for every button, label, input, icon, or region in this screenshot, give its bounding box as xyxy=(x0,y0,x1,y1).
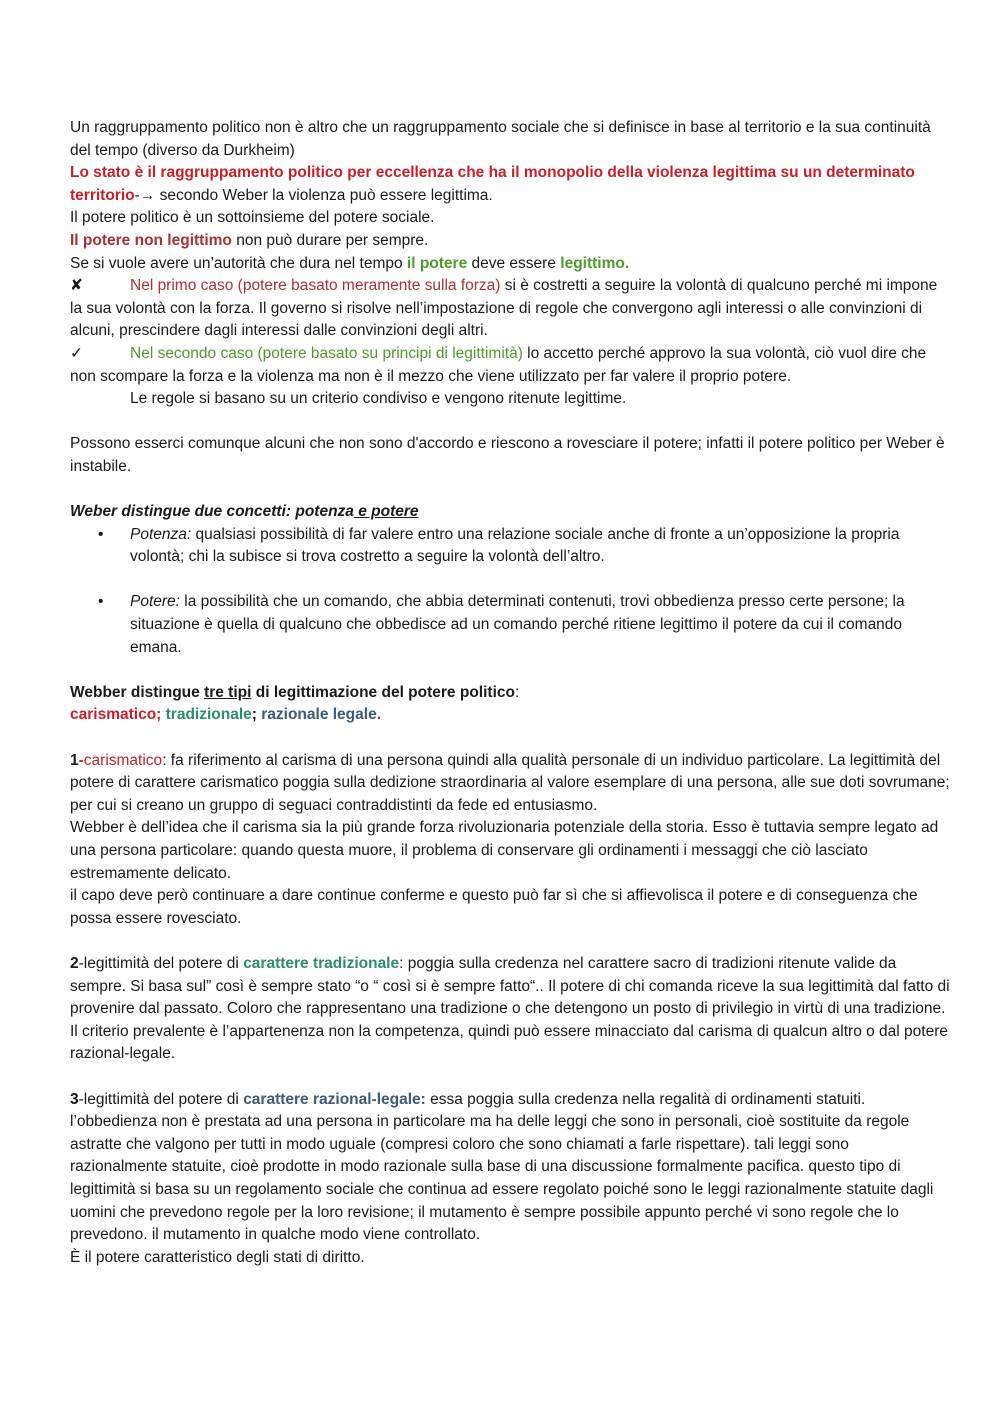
paragraph-state-definition: Lo stato è il raggruppamento politico per eccellenza che ha il monopolio della violenza legittima su un determinato territorio-→ secondo Weber la violenza può essere legittima. xyxy=(70,164,915,204)
cross-mark-icon: ✘ xyxy=(70,277,83,295)
illegitimate-power-highlight: Il potere non legittimo xyxy=(70,231,232,249)
paragraph-political-power: Il potere politico è un sottoinsieme del potere sociale. xyxy=(70,209,435,227)
key-razional-legale: carattere razional-legale: xyxy=(243,1090,426,1108)
check-mark-icon: ✓ xyxy=(70,344,83,362)
paragraph-intro: Un raggruppamento politico non è altro che un raggruppamento sociale che si definisce in base al territorio e la sua continuità del tempo (diverso da Durkheim) xyxy=(70,119,931,159)
paragraph-charisma-revolution: Webber è dell’idea che il carisma sia la più grande forza rivoluzionaria potenziale della storia. Esso è tuttavia sempre legato ad una persona particolare: quando questa muore, il problema di conservare gli ordinamenti i messaggi che ciò lasciato estremamente delicato. xyxy=(70,819,939,882)
type-carismatico: carismatico; xyxy=(70,706,162,724)
section-carismatico: 1-carismatico: fa riferimento al carisma di una persona quindi alla qualità personale di un individuo particolare. La legittimità del potere di carattere carismatico poggia sulla dedizione straordinaria al valore esemplare di una persona, alle sue doti sovrumane; per cui si creano un gruppo di seguaci contraddistinti da fede ed entusiasmo. xyxy=(70,751,950,814)
term-potenza: Potenza: xyxy=(130,525,192,543)
section-razional-legale: 3-legittimità del potere di carattere razional-legale: essa poggia sulla credenza nella regalità di ordinamenti statuiti. l’obbedienza non è prestata ad una persona in particolare ma ha delle leggi che sono in personali, cioè sostituite da regole astratte che valgono per tutti in modo uguale (compresi coloro che sono chiamati a farle rispettare). tali leggi sono razionalmente statuite, cioè prodotte in modo razionale sulla base di una discussione formalmente pacifica. questo tipo di legittimità si basa su un regolamento sociale che continua ad essere regolato poiché sono le leggi razionalmente statuite dagli uomini che prevedono regole per la loro revisione; il mutamento è sempre possibile appunto perché vi sono regole che lo prevedono. il mutamento in qualche modo viene controllato. xyxy=(70,1090,934,1244)
heading-potenza-potere: Weber distingue due concetti: potenza e potere xyxy=(70,503,419,521)
paragraph-legitimate-authority: Se si vuole avere un’autorità che dura nel tempo il potere deve essere legittimo. xyxy=(70,254,630,272)
types-list: carismatico; tradizionale; razionale legale. xyxy=(70,706,381,724)
state-definition-highlight: Lo stato è il raggruppamento politico per eccellenza che ha il monopolio della violenza legittima su un determinato territorio xyxy=(70,164,915,204)
type-tradizionale: tradizionale xyxy=(161,706,252,724)
list-item-potenza: • Potenza: qualsiasi possibilità di far valere entro una relazione sociale anche di fronte a un’opposizione la propria volontà; chi la subisce si trova costretto a seguire la volontà dell’altro. xyxy=(98,525,900,566)
paragraph-shared-rules: Le regole si basano su un criterio condiviso e vengono ritenute legittime. xyxy=(130,390,627,408)
type-razionale-legale: razionale legale xyxy=(256,706,377,724)
heading-three-types: Webber distingue tre tipi di legittimazione del potere politico: xyxy=(70,683,520,701)
paragraph-first-case: ✘ Nel primo caso (potere basato meramente sulla forza) si è costretti a seguire la volontà di qualcuno perché mi impone la sua volontà con la forza. Il governo si risolve nell’impostazione di regole che convergono agli interessi o alle convinzioni di alcuni, prescindere dagli interessi dalle convinzioni degli altri. xyxy=(70,277,938,340)
bullet-icon: • xyxy=(98,525,104,543)
section-number: 1 xyxy=(70,751,79,769)
key-tradizionale: carattere tradizionale xyxy=(243,954,400,972)
highlight-il-potere: il potere xyxy=(406,254,468,272)
paragraph-second-case: ✓ Nel secondo caso (potere basato su principi di legittimità) lo accetto perché approvo la sua volontà, ciò vuol dire che non scompare la forza e la violenza ma non è il mezzo che viene utilizzato per far valere il proprio potere. xyxy=(70,344,927,385)
paragraph-tradition-criterion: Il criterio prevalente è l’appartenenza non la competenza, quindi può essere minacciato dal carisma di qualcun altro o dal potere razional-legale. xyxy=(70,1022,948,1063)
first-case-highlight: Nel primo caso (potere basato meramente sulla forza) xyxy=(130,277,501,295)
arrow-symbol: -→ xyxy=(134,186,156,204)
document-page xyxy=(70,117,950,1269)
paragraph-illegitimate-power: Il potere non legittimo non può durare per sempre. xyxy=(70,231,429,249)
bullet-icon: • xyxy=(98,593,104,611)
second-case-highlight: Nel secondo caso (potere basato su principi di legittimità) xyxy=(130,344,523,362)
key-carismatico: carismatico xyxy=(83,751,163,769)
term-potere: Potere: xyxy=(130,593,180,611)
section-number: 2 xyxy=(70,954,79,972)
list-item-potere: • Potere: la possibilità che un comando, che abbia determinati contenuti, trovi obbedienza presso certe persone; la situazione è quella di qualcuno che obbedisce ad un comando perché ritiene legittimo il potere da cui il comando emana. xyxy=(98,593,905,656)
paragraph-charisma-leader: il capo deve però continuare a dare continue conferme e questo può far sì che si affievolisca il potere e di conseguenza che possa essere rovesciato. xyxy=(70,887,918,927)
highlight-legittimo: legittimo. xyxy=(560,254,630,272)
paragraph-rule-of-law: È il potere caratteristico degli stati di diritto. xyxy=(70,1248,365,1266)
section-number: 3 xyxy=(70,1090,79,1108)
paragraph-instability: Possono esserci comunque alcuni che non sono d'accordo e riescono a rovesciare il potere; infatti il potere politico per Weber è instabile. xyxy=(70,435,945,475)
section-tradizionale: 2-legittimità del potere di carattere tradizionale: poggia sulla credenza nel carattere sacro di tradizioni ritenute valide da sempre. Si basa sul” così è sempre stato “o “ così si è sempre fatto“.. Il potere di chi comanda riceve la sua legittimità dal fatto di provenire dal passato. Coloro che rappresentano una tradizione o che detengono un posto di privilegio in virtù di una tradizione. xyxy=(70,954,950,1018)
